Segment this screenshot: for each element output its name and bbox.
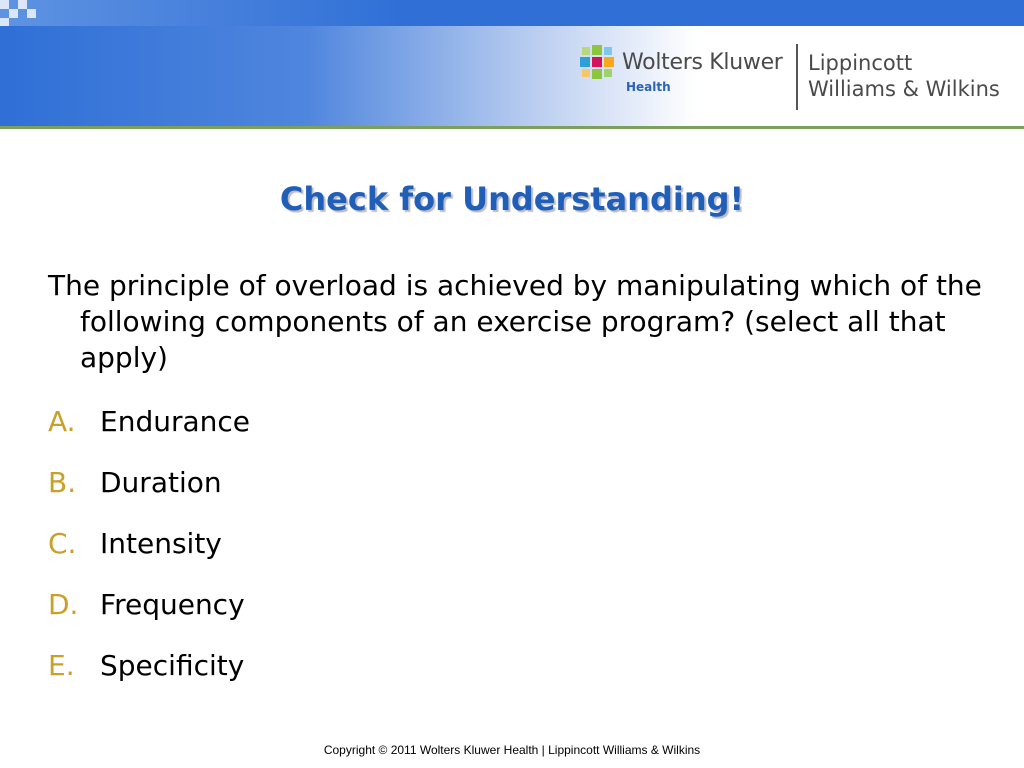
option-text: Duration — [100, 466, 222, 499]
logo-divider — [796, 44, 798, 110]
option-text: Endurance — [100, 405, 250, 438]
option-letter: E. — [48, 649, 75, 682]
header-top-bar — [0, 0, 1024, 26]
option-text: Specificity — [100, 649, 245, 682]
answer-option — [48, 646, 250, 707]
logo-lippincott-line1: Lippincott — [808, 51, 913, 75]
logo-lippincott-line2: Williams & Wilkins — [808, 77, 1000, 101]
logo-health-text: Health — [626, 80, 671, 94]
header-divider-rule — [0, 126, 1024, 129]
logo-lippincott-text — [808, 50, 1000, 102]
header-checker-pattern — [0, 0, 40, 26]
option-letter: B. — [48, 466, 77, 499]
answer-option — [48, 402, 250, 463]
option-text: Intensity — [100, 527, 222, 560]
wolters-kluwer-logo-icon — [580, 45, 614, 79]
option-letter: C. — [48, 527, 77, 560]
answer-option — [48, 585, 250, 646]
slide-header — [0, 0, 1024, 126]
question-text: The principle of overload is achieved by manipulating which of the following components of an exercise program? (select all that apply) — [48, 269, 982, 374]
option-text: Frequency — [100, 588, 245, 621]
copyright-footer: Copyright © 2011 Wolters Kluwer Health | Lippincott Williams & Wilkins — [323, 743, 701, 757]
answer-options-list — [48, 402, 250, 707]
answer-option — [48, 463, 250, 524]
option-letter: A. — [48, 405, 76, 438]
publisher-logo — [580, 42, 1020, 112]
logo-wolters-kluwer-text: Wolters Kluwer — [622, 50, 783, 75]
answer-option — [48, 524, 250, 585]
slide-title: Check for Understanding! — [279, 180, 745, 218]
option-letter: D. — [48, 588, 79, 621]
